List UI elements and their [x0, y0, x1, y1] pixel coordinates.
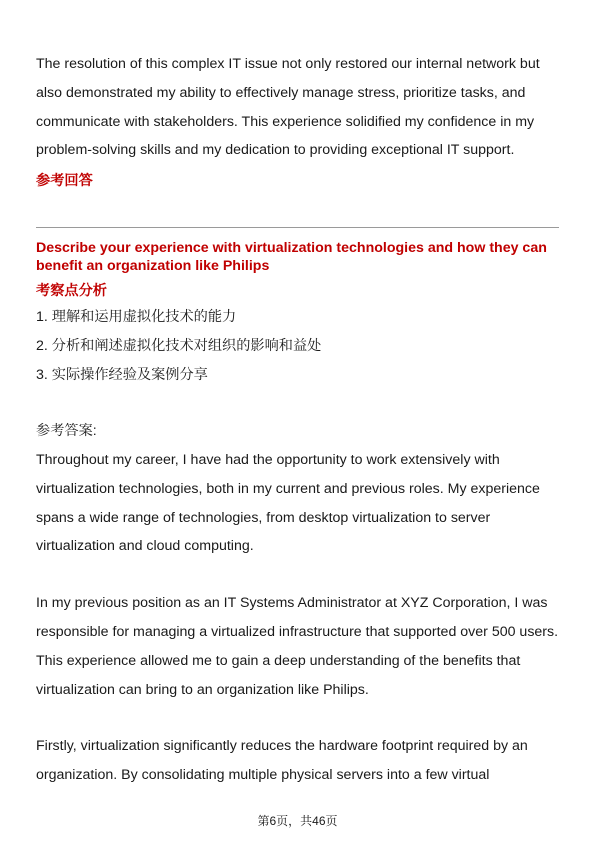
answer-paragraph: In my previous position as an IT Systems Administrator at XYZ Corporation, I was responsible for managing a virtualized infrastructure that supported over 500 users. This experience allowed me to gain a deep understanding of the benefits that virtualization can bring to an organization like Philips.: [36, 595, 559, 698]
answer-paragraph: Firstly, virtualization significantly reduces the hardware footprint required by an organization. By consolidating multiple physical servers into a few virtual: [36, 738, 528, 784]
answer-section: [36, 417, 560, 790]
list-item: 2. 分析和阐述虚拟化技术对组织的影响和益处: [36, 338, 322, 355]
question-heading: Describe your experience with virtualization technologies and how they can benefit an organization like Philips: [36, 240, 547, 275]
analysis-heading: 考察点分析: [36, 283, 107, 300]
list-item: 1. 理解和运用虚拟化技术的能力: [36, 309, 237, 326]
page-content: [36, 50, 560, 790]
answer-label: 参考答案:: [36, 423, 97, 440]
list-item: 3. 实际操作经验及案例分享: [36, 367, 208, 384]
section-divider: [36, 227, 559, 228]
page-footer: 第6页，共46页: [257, 814, 338, 828]
analysis-points-list: [36, 303, 560, 390]
intro-paragraph: The resolution of this complex IT issue not only restored our internal network but also demonstrated my ability to effectively manage stress, prioritize tasks, and communicate with stakeholders. This experience solidified my confidence in my problem-solving skills and my dedication to providing exceptional IT support.: [36, 56, 540, 159]
answer-paragraph: Throughout my career, I have had the opportunity to work extensively with virtualization technologies, both in my current and previous roles. My experience spans a wide range of technologies, from desktop virtualization to server virtualization and cloud computing.: [36, 451, 540, 555]
reference-answer-link[interactable]: 参考回答: [36, 173, 93, 190]
